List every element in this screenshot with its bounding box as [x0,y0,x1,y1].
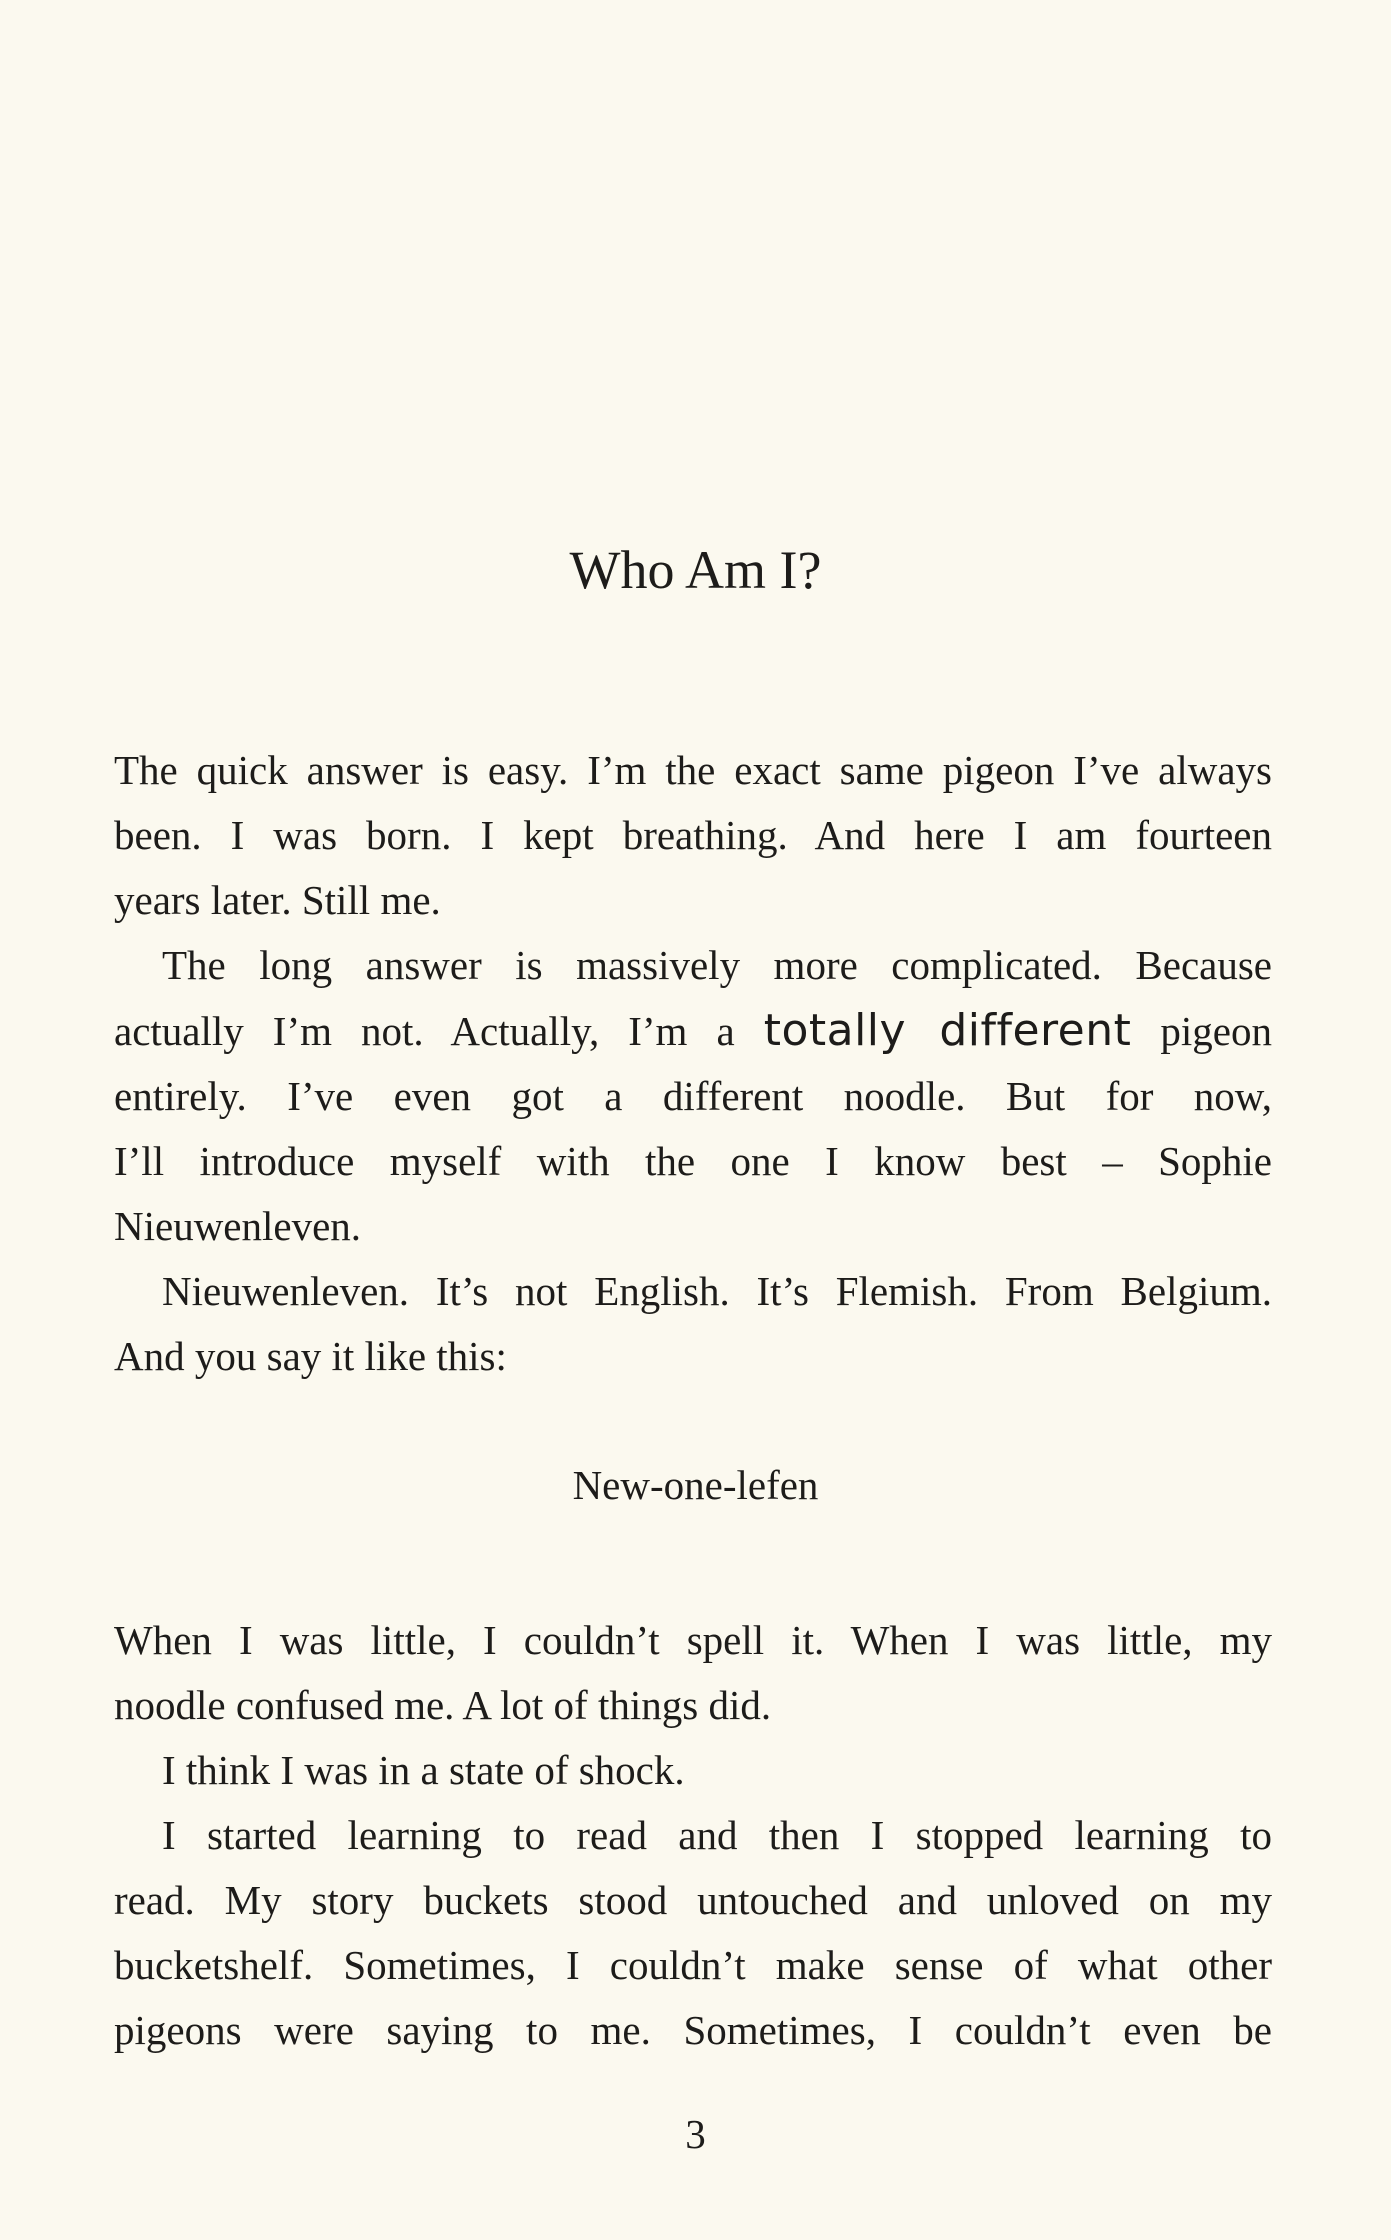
body-text-bottom [114,1608,1272,2063]
text-line: I think I was in a state of shock. [162,1747,685,1793]
text-line: I started learning to read and then I stopped learning to [162,1812,1272,1858]
body-text-top [114,738,1272,1389]
text-fragment: pigeon [1131,1008,1272,1054]
text-line: The long answer is massively more complicated. Because [162,942,1272,988]
text-line: bucketshelf. Sometimes, I couldn’t make sense of what other [114,1942,1272,1988]
text-line: Nieuwenleven. [114,1203,362,1249]
text-line: been. I was born. I kept breathing. And here I am fourteen [114,812,1272,858]
text-line: When I was little, I couldn’t spell it. When I was little, my [114,1617,1272,1663]
emphasized-words: totally different [763,1005,1132,1056]
text-line: And you say it like this: [114,1333,507,1379]
pronunciation-guide: New-one-lefen [572,1462,819,1508]
chapter-title: Who Am I? [569,540,822,600]
text-line: read. My story buckets stood untouched and unloved on my [114,1877,1272,1923]
text-line: The quick answer is easy. I’m the exact same pigeon I’ve always [114,747,1272,793]
text-line: pigeons were saying to me. Sometimes, I couldn’t even be [114,2007,1272,2053]
text-line: I’ll introduce myself with the one I know best – Sophie [114,1138,1272,1184]
text-line: years later. Still me. [114,877,441,923]
text-line: Nieuwenleven. It’s not English. It’s Flemish. From Belgium. [162,1268,1272,1314]
text-line: entirely. I’ve even got a different noodle. But for now, [114,1073,1272,1119]
text-line: noodle confused me. A lot of things did. [114,1682,772,1728]
text-line-emphasis [114,998,1272,1064]
page-number: 3 [685,2111,706,2157]
text-fragment: actually I’m not. Actually, I’m a [114,1008,764,1054]
